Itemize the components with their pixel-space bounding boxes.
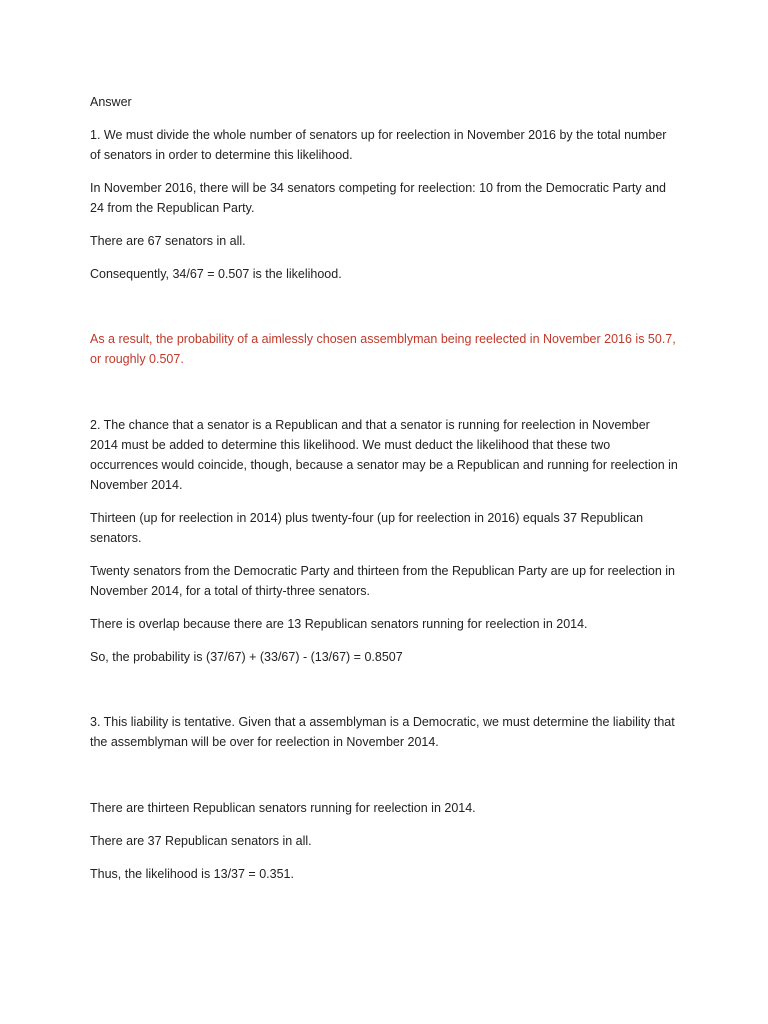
answer-heading: Answer bbox=[90, 95, 132, 109]
section1-intro: 1. We must divide the whole number of senators up for reelection in November 2016 by the total number of senators in order to determine this likelihood. bbox=[90, 128, 667, 162]
section1-result-highlight: As a result, the probability of a aimlessly chosen assemblyman being reelected in November 2016 is 50.7, or roughly 0.507. bbox=[90, 332, 676, 366]
section2-overlap: There is overlap because there are 13 Republican senators running for reelection in 2014. bbox=[90, 617, 588, 631]
section2-intro: 2. The chance that a senator is a Republican and that a senator is running for reelection in November 2014 must be added to determine this likelihood. We must deduct the likelihood that these two occurrences would coincide, though, because a senator may be a Republican and running for reelection in November 2014. bbox=[90, 418, 678, 492]
section3-likelihood: Thus, the likelihood is 13/37 = 0.351. bbox=[90, 867, 294, 881]
section3-intro: 3. This liability is tentative. Given that a assemblyman is a Democratic, we must determine the liability that the assemblyman will be over for reelection in November 2014. bbox=[90, 715, 675, 749]
section3-republican-2014: There are thirteen Republican senators running for reelection in 2014. bbox=[90, 801, 476, 815]
section2-reelection-2014: Twenty senators from the Democratic Party and thirteen from the Republican Party are up for reelection in November 2014, for a total of thirty-three senators. bbox=[90, 564, 675, 598]
section2-republican-senators: Thirteen (up for reelection in 2014) plus twenty-four (up for reelection in 2016) equals 37 Republican senators. bbox=[90, 511, 644, 545]
section3-total-republicans: There are 37 Republican senators in all. bbox=[90, 834, 312, 848]
section2-probability: So, the probability is (37/67) + (33/67) - (13/67) = 0.8507 bbox=[90, 650, 403, 664]
section1-calculation: Consequently, 34/67 = 0.507 is the likelihood. bbox=[90, 267, 342, 281]
section1-senators-competing: In November 2016, there will be 34 senators competing for reelection: 10 from the Democratic Party and 24 from the Republican Party. bbox=[90, 181, 666, 215]
section1-total-senators: There are 67 senators in all. bbox=[90, 234, 246, 248]
